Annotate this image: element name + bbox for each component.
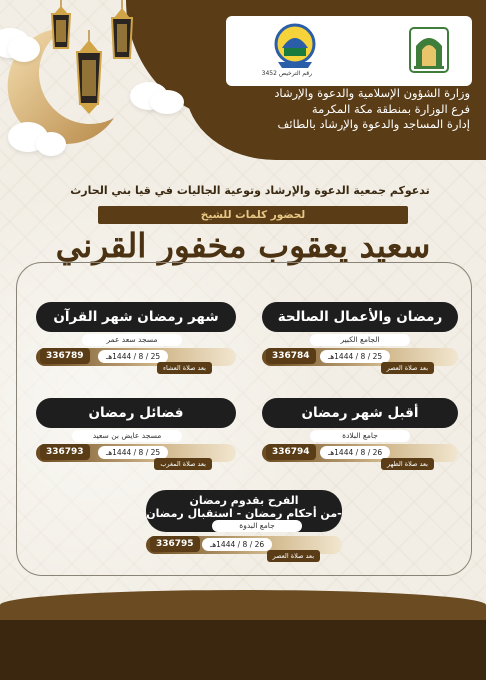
lecture-date: 26 / 8 / 1444هـ [320, 446, 390, 459]
lecture-phone: 336784 [266, 348, 316, 364]
lecture-title: الفرح بقدوم رمضان [189, 494, 299, 507]
invitation-subtitle: لحضور كلمات للشيخ [200, 209, 306, 221]
lecture-title: شهر رمضان شهر القرآن [36, 302, 236, 332]
lantern-icon [72, 30, 106, 116]
lecture-title: رمضان والأعمال الصالحة [262, 302, 458, 332]
lecture-date: 25 / 8 / 1444هـ [320, 350, 390, 363]
lecture-date: 25 / 8 / 1444هـ [98, 350, 168, 363]
lecture-mosque: جامع البلادة [310, 430, 410, 442]
ministry-line: فرع الوزارة بمنطقة مكة المكرمة [311, 101, 470, 116]
lecture-time: بعد صلاة العصر [267, 550, 320, 562]
lecture-phone: 336794 [266, 444, 316, 460]
lecture-title: أقبل شهر رمضان [262, 398, 458, 428]
lecture-date: 26 / 8 / 1444هـ [202, 538, 272, 551]
lecture-time: بعد صلاة العصر [381, 362, 434, 374]
lecture-title: فضائل رمضان [36, 398, 236, 428]
lecture-card [146, 490, 342, 570]
association-logo-icon [272, 22, 318, 70]
lecture-card [262, 302, 458, 382]
book-decoration [0, 612, 486, 680]
lecture-mosque: جامع البدوة [212, 520, 302, 532]
header-banner [186, 0, 486, 160]
cloud-icon [150, 90, 184, 114]
ministry-logo-icon [408, 26, 450, 74]
ministry-line: وزارة الشؤون الإسلامية والدعوة والإرشاد [274, 86, 470, 100]
invitation-line: تدعوكم جمعية الدعوة والإرشاد وتوعية الجاليات في قيا بني الحارث [70, 184, 430, 197]
lecture-time: بعد صلاة المغرب [154, 458, 212, 470]
lecture-time: بعد صلاة العشاء [157, 362, 212, 374]
cloud-icon [36, 132, 66, 156]
lecture-phone: 336793 [40, 444, 90, 460]
lecture-phone: 336795 [150, 536, 200, 552]
lecture-card [36, 302, 236, 382]
lecture-card [36, 398, 236, 478]
ministry-line: إدارة المساجد والدعوة والإرشاد بالطائف [277, 117, 470, 131]
logo-card [226, 16, 472, 86]
lecture-title-secondary: -من أحكام رمضان - استقبال رمضان [146, 507, 342, 520]
lecture-date: 25 / 8 / 1444هـ [98, 446, 168, 459]
ministry-text [220, 86, 470, 133]
lantern-icon [48, 0, 74, 58]
lecture-mosque: الجامع الكبير [310, 334, 410, 346]
invitation-subtitle-bar [98, 206, 408, 224]
lecture-mosque: مسجد سعد عمر [82, 334, 182, 346]
sheikh-name: سعيد يعقوب مخفور القرني [55, 226, 431, 265]
lecture-time: بعد صلاة الظهر [381, 458, 434, 470]
lecture-card [262, 398, 458, 478]
lantern-icon [108, 0, 136, 68]
lecture-phone: 336789 [40, 348, 90, 364]
registration-number: رقم الترخيص 3452 [261, 70, 312, 77]
cloud-icon [8, 36, 40, 62]
lecture-mosque: مسجد عايض بن سعيد [72, 430, 182, 442]
